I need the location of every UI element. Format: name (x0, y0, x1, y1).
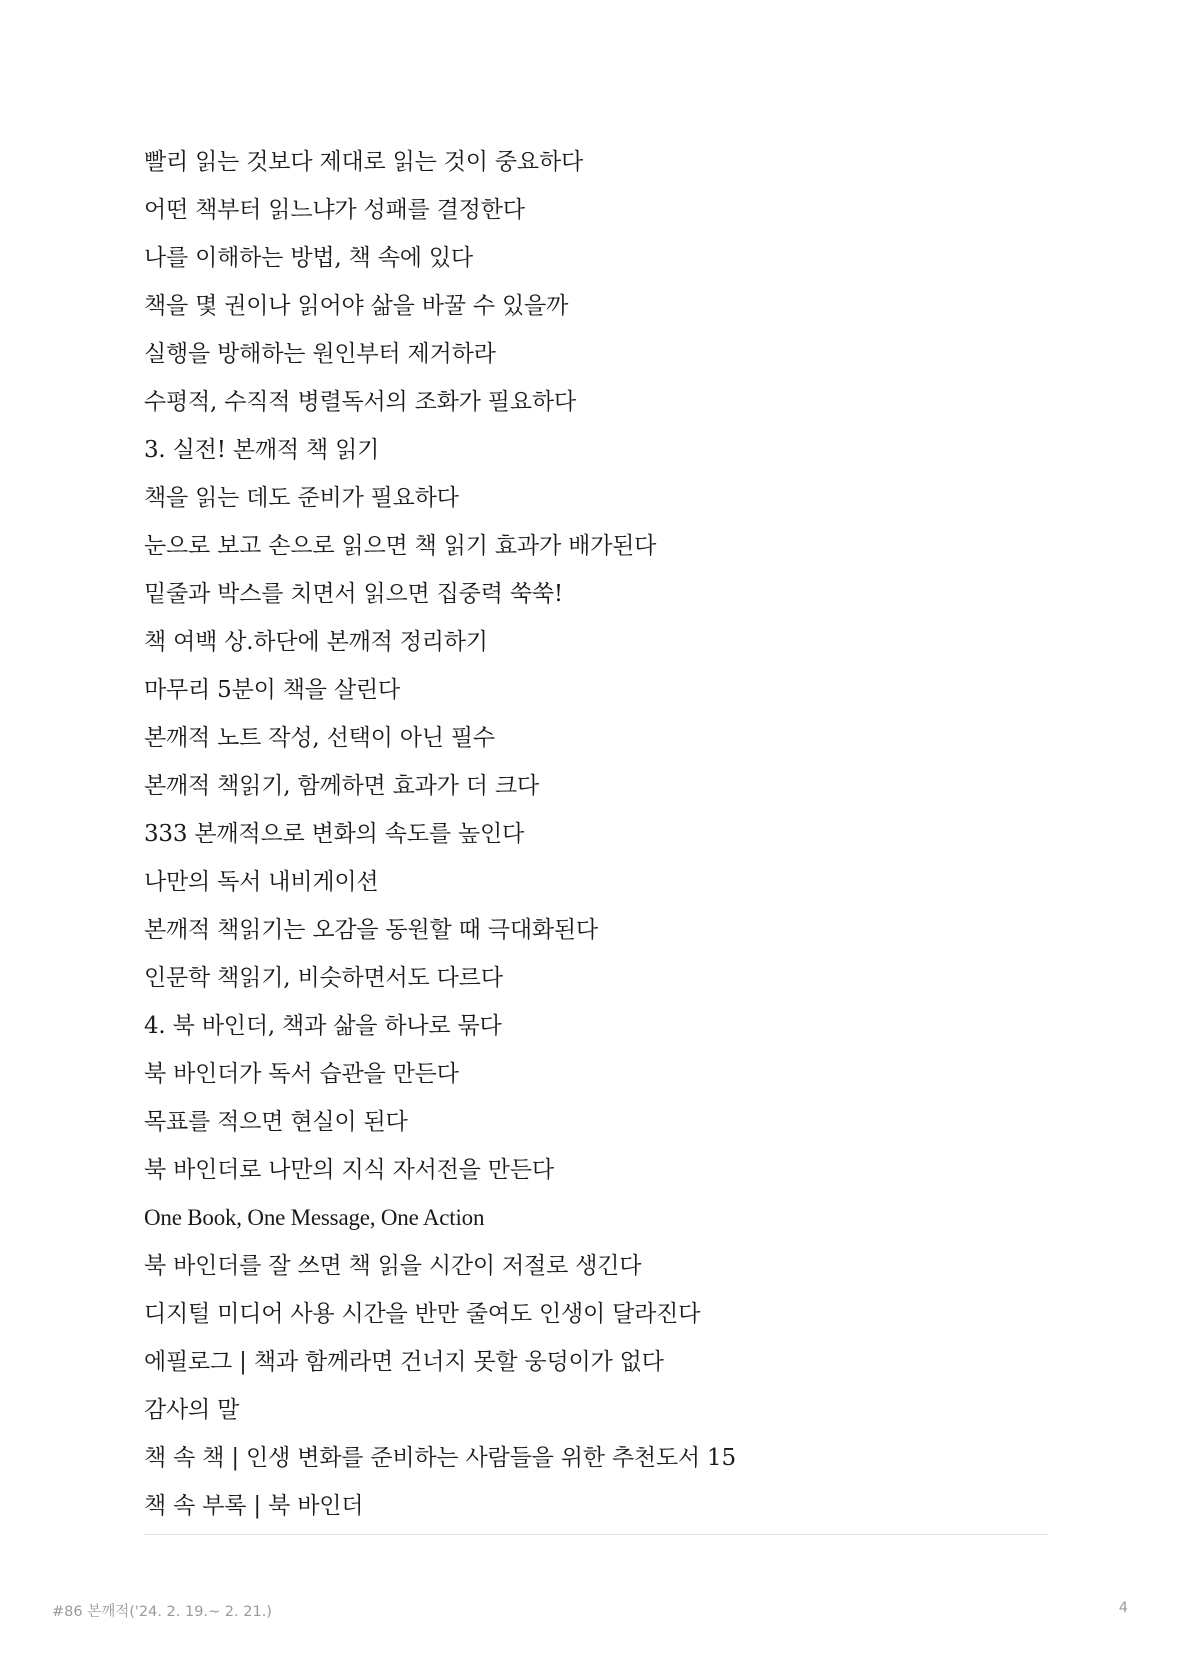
toc-item: 목표를 적으면 현실이 된다 (144, 1109, 408, 1135)
toc-item: 북 바인더를 잘 쓰면 책 읽을 시간이 저절로 생긴다 (144, 1253, 642, 1279)
toc-item: 빨리 읽는 것보다 제대로 읽는 것이 중요하다 (144, 149, 583, 175)
page-number: 4 (1118, 1600, 1128, 1616)
toc-section-heading: 4. 북 바인더, 책과 삶을 하나로 묶다 (144, 1013, 502, 1039)
toc-item: 본깨적 노트 작성, 선택이 아닌 필수 (144, 725, 495, 751)
toc-item: 실행을 방해하는 원인부터 제거하라 (144, 341, 496, 367)
toc-section-heading: 3. 실전! 본깨적 책 읽기 (144, 437, 380, 463)
toc-item: 북 바인더로 나만의 지식 자서전을 만든다 (144, 1157, 554, 1183)
table-of-contents (144, 138, 1044, 1530)
toc-item: 본깨적 책읽기, 함께하면 효과가 더 크다 (144, 773, 539, 799)
toc-item: 마무리 5분이 책을 살린다 (144, 677, 400, 703)
toc-item: 감사의 말 (144, 1397, 240, 1423)
toc-item: 수평적, 수직적 병렬독서의 조화가 필요하다 (144, 389, 576, 415)
toc-item: 책을 읽는 데도 준비가 필요하다 (144, 485, 459, 511)
toc-item: 333 본깨적으로 변화의 속도를 높인다 (144, 821, 524, 847)
toc-item: 본깨적 책읽기는 오감을 동원할 때 극대화된다 (144, 917, 598, 943)
toc-item: 책 속 부록 | 북 바인더 (144, 1493, 364, 1519)
divider (144, 1534, 1048, 1535)
toc-item: 디지털 미디어 사용 시간을 반만 줄여도 인생이 달라진다 (144, 1301, 701, 1327)
toc-item: 인문학 책읽기, 비슷하면서도 다르다 (144, 965, 503, 991)
toc-item: 눈으로 보고 손으로 읽으면 책 읽기 효과가 배가된다 (144, 533, 657, 559)
toc-item: 밑줄과 박스를 치면서 읽으면 집중력 쑥쑥! (144, 581, 563, 607)
toc-item: 나만의 독서 내비게이션 (144, 869, 379, 895)
toc-item: 책 여백 상.하단에 본깨적 정리하기 (144, 629, 488, 655)
toc-item: 책 속 책 | 인생 변화를 준비하는 사람들을 위한 추천도서 15 (144, 1445, 736, 1471)
toc-item: 북 바인더가 독서 습관을 만든다 (144, 1061, 459, 1087)
footer-document-label: #86 본깨적('24. 2. 19.~ 2. 21.) (52, 1604, 272, 1620)
toc-item: 나를 이해하는 방법, 책 속에 있다 (144, 245, 473, 271)
toc-item: 에필로그 | 책과 함께라면 건너지 못할 웅덩이가 없다 (144, 1349, 664, 1375)
toc-item: One Book, One Message, One Action (144, 1205, 485, 1230)
toc-item: 책을 몇 권이나 읽어야 삶을 바꿀 수 있을까 (144, 293, 569, 319)
toc-item: 어떤 책부터 읽느냐가 성패를 결정한다 (144, 197, 525, 223)
